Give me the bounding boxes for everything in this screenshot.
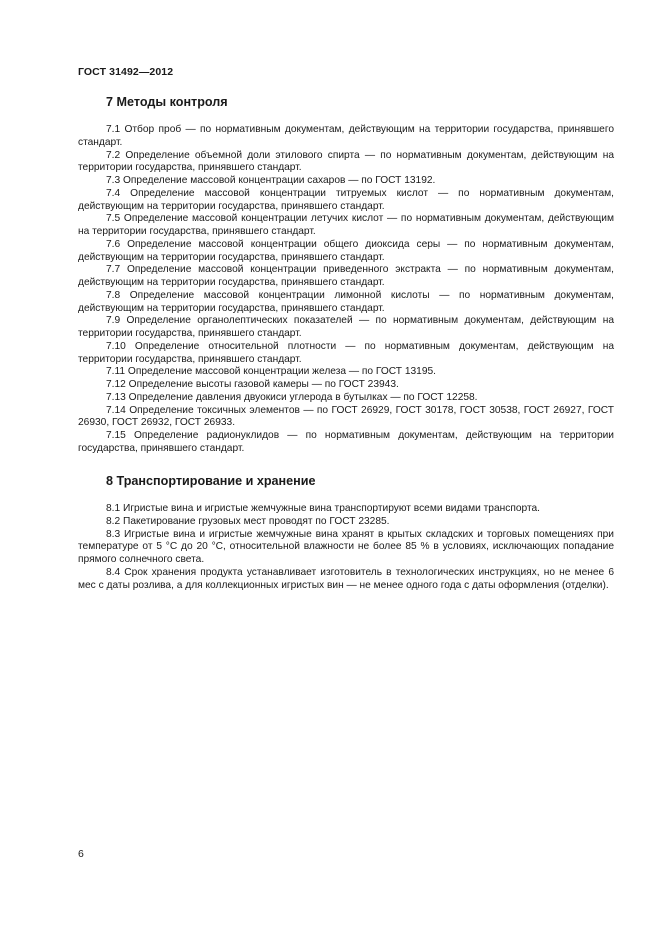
section-7-title: 7 Методы контроля — [106, 95, 228, 109]
paragraph-7-5: 7.5 Определение массовой концентрации летучих кислот — по нормативным документам, действующим на территории государства, принявшего стандарт. — [78, 213, 614, 237]
paragraph-7-14: 7.14 Определение токсичных элементов — по ГОСТ 26929, ГОСТ 30178, ГОСТ 30538, ГОСТ 26927, ГОСТ 26930, ГОСТ 26932, ГОСТ 26933. — [78, 404, 614, 429]
page-number: 6 — [78, 848, 84, 860]
paragraph-7-10: 7.10 Определение относительной плотности — по нормативным документам, действующим на территории государства, принявшего стандарт. — [78, 340, 614, 365]
paragraph-7-9: 7.9 Определение органолептических показателей — по нормативным документам, действующим на территории государства, принявшего стандарт. — [78, 315, 614, 339]
section-8-body — [78, 503, 614, 592]
paragraph-8-1: 8.1 Игристые вина и игристые жемчужные вина транспортируют всеми видами транспорта. — [106, 503, 541, 514]
paragraph-7-13: 7.13 Определение давления двуокиси углерода в бутылках — по ГОСТ 12258. — [106, 391, 478, 403]
paragraph-7-8: 7.8 Определение массовой концентрации лимонной кислоты — по нормативным документам, действующим на территории государства, принявшего стандарт. — [78, 289, 614, 314]
paragraph-8-4: 8.4 Срок хранения продукта устанавливает изготовитель в технологических инструкциях, но не менее 6 мес с даты розлива, а для коллекционных игристых вин — не менее одного года с даты оформления (отделки). — [78, 566, 614, 591]
document-header: ГОСТ 31492—2012 — [78, 66, 174, 78]
section-7-body — [78, 124, 614, 456]
paragraph-7-4: 7.4 Определение массовой концентрации титруемых кислот — по нормативным документам, действующим на территории государства, принявшего стандарт. — [78, 187, 614, 212]
paragraph-7-2: 7.2 Определение объемной доли этилового спирта — по нормативным документам, действующим на территории государства, принявшего стандарт. — [78, 149, 614, 174]
paragraph-7-12: 7.12 Определение высоты газовой камеры — по ГОСТ 23943. — [106, 379, 399, 390]
section-8-title: 8 Транспортирование и хранение — [106, 474, 316, 488]
paragraph-7-11: 7.11 Определение массовой концентрации железа — по ГОСТ 13195. — [106, 366, 437, 378]
paragraph-7-3: 7.3 Определение массовой концентрации сахаров — по ГОСТ 13192. — [106, 175, 436, 186]
paragraph-7-6: 7.6 Определение массовой концентрации общего диоксида серы — по нормативным документам, действующим на территории государства, принявшего стандарт. — [78, 238, 614, 263]
paragraph-8-3: 8.3 Игристые вина и игристые жемчужные вина хранят в крытых складских и торговых помещениях при температуре от 5 °С до 20 °С, относительной влажности не более 85 % в условиях, исключающих попадание прямого солнечного света. — [78, 528, 614, 565]
paragraph-7-7: 7.7 Определение массовой концентрации приведенного экстракта — по нормативным документам, действующим на территории государства, принявшего стандарт. — [78, 264, 614, 288]
paragraph-8-2: 8.2 Пакетирование грузовых мест проводят по ГОСТ 23285. — [106, 515, 390, 527]
paragraph-7-15: 7.15 Определение радионуклидов — по нормативным документам, действующим на территории государства, принявшего стандарт. — [78, 430, 614, 454]
paragraph-7-1: 7.1 Отбор проб — по нормативным документам, действующим на территории государства, принявшего стандарт. — [78, 124, 614, 148]
